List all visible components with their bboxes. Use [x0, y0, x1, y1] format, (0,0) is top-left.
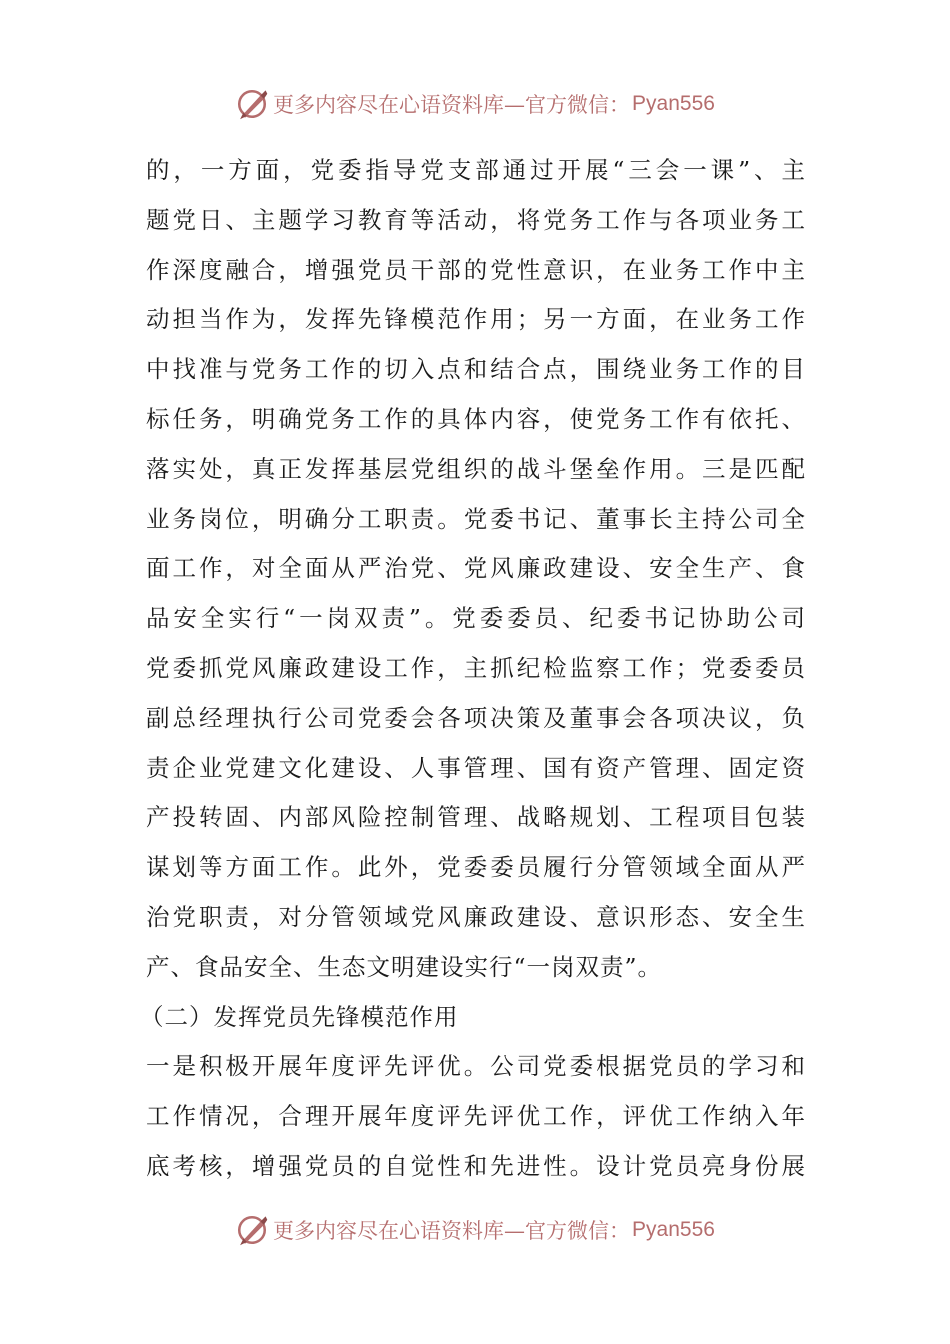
watermark-footer: [0, 1208, 950, 1252]
text-line: 业务岗位，明确分工职责。党委书记、董事长主持公司全: [146, 504, 806, 533]
section-heading: （二）发挥党员先锋模范作用: [140, 1002, 459, 1031]
text-line: 责企业党建文化建设、人事管理、国有资产管理、固定资: [146, 753, 806, 782]
text-line: 治党职责，对分管领域党风廉政建设、意识形态、安全生: [146, 902, 806, 931]
text-line: 中找准与党务工作的切入点和结合点，围绕业务工作的目: [146, 355, 806, 384]
document-body: [140, 146, 806, 1192]
watermark-text: 更多内容尽在心语资料库—官方微信：: [273, 1219, 631, 1243]
pen-logo-icon: [235, 1213, 269, 1247]
watermark-wechat-id: Pyan556: [632, 92, 715, 115]
text-line: 的，一方面，党委指导党支部通过开展“三会一课”、主: [146, 156, 806, 184]
text-line: 谋划等方面工作。此外，党委委员履行分管领域全面从严: [146, 853, 806, 882]
text-line: 面工作，对全面从严治党、党风廉政建设、安全生产、食: [146, 554, 806, 583]
text-line: 动担当作为，发挥先锋模范作用；另一方面，在业务工作: [146, 305, 806, 334]
text-line: 副总经理执行公司党委会各项决策及董事会各项决议，负: [146, 703, 806, 732]
watermark-wechat-id: Pyan556: [632, 1218, 715, 1241]
text-line: 党委抓党风廉政建设工作，主抓纪检监察工作；党委委员: [146, 653, 806, 682]
text-line: 产投转固、内部风险控制管理、战略规划、工程项目包装: [146, 803, 806, 832]
watermark-header: [0, 82, 950, 126]
text-line: 工作情况，合理开展年度评先评优工作，评优工作纳入年: [146, 1102, 806, 1131]
text-line: 一是积极开展年度评先评优。公司党委根据党员的学习和: [146, 1052, 806, 1081]
text-line: 标任务，明确党务工作的具体内容，使党务工作有依托、: [146, 404, 806, 433]
text-line: 落实处，真正发挥基层党组织的战斗堡垒作用。三是匹配: [146, 454, 806, 483]
text-line: 底考核，增强党员的自觉性和先进性。设计党员亮身份展: [146, 1151, 806, 1180]
text-line: 品安全实行“一岗双责”。党委委员、纪委书记协助公司: [146, 604, 806, 633]
pen-logo-icon: [235, 87, 269, 121]
text-line: 题党日、主题学习教育等活动，将党务工作与各项业务工: [146, 205, 806, 234]
text-line: 产、食品安全、生态文明建设实行“一岗双责”。: [146, 952, 663, 981]
watermark-text: 更多内容尽在心语资料库—官方微信：: [273, 93, 631, 117]
text-line: 作深度融合，增强党员干部的党性意识，在业务工作中主: [146, 255, 806, 284]
